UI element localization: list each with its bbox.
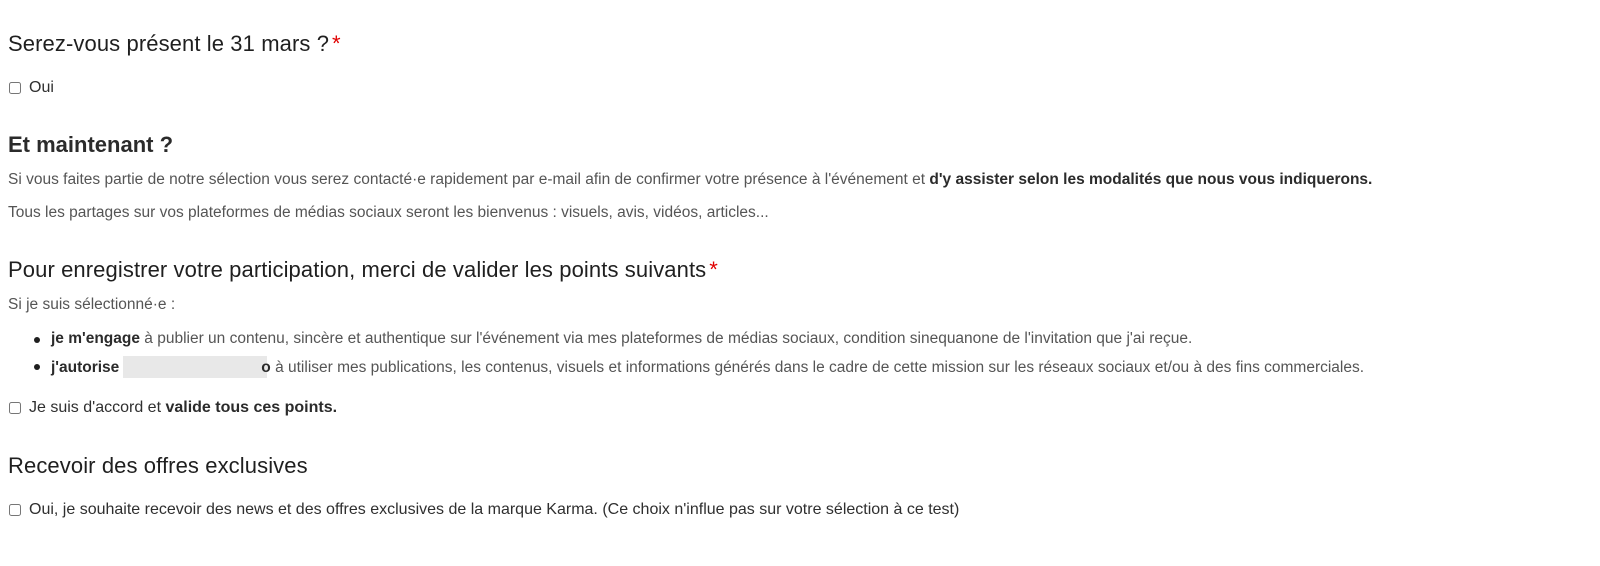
required-asterisk: *: [709, 257, 718, 282]
question-presence: [8, 30, 1592, 58]
agreement-points-list: [8, 329, 1592, 378]
info-line2: [8, 203, 1592, 223]
bullet-icon: [34, 337, 40, 343]
question-offers-title: Recevoir des offres exclusives: [8, 453, 308, 478]
bullet-icon: [34, 364, 40, 370]
agreement-points: [8, 329, 1592, 385]
list-item: [32, 356, 1592, 378]
agree-checkbox[interactable]: [9, 402, 21, 414]
agree-option-row[interactable]: [8, 398, 1592, 418]
presence-yes-text: Oui: [29, 79, 54, 96]
point-2-redacted-tail: o: [261, 359, 271, 376]
question-agreement-text: Pour enregistrer votre participation, merci de valider les points suivants: [8, 257, 707, 282]
offers-label[interactable]: [8, 500, 1592, 520]
offers-option-row[interactable]: [8, 500, 1592, 520]
agree-bold: valide tous ces points.: [165, 399, 338, 416]
offers-checkbox[interactable]: [9, 504, 21, 516]
question-agreement: [8, 256, 1592, 284]
presence-yes-checkbox[interactable]: [9, 82, 21, 94]
question-presence-title: [8, 30, 1592, 58]
info-line1: [8, 170, 1592, 190]
agreement-intro: [8, 295, 1592, 315]
agree-label[interactable]: [8, 398, 1592, 418]
offers-text: Oui, je souhaite recevoir des news et des offres exclusives de la marque Karma. (Ce choix n'influe pas sur votre sélection à ce test): [29, 501, 960, 518]
question-agreement-title: [8, 256, 1592, 284]
point-1-bold: je m'engage: [51, 330, 140, 347]
required-asterisk: *: [332, 31, 341, 56]
info-paragraph-1: [8, 170, 1592, 190]
redacted-brand-name: [123, 356, 267, 378]
point-2-text: à utiliser mes publications, les contenus, visuels et informations générés dans le cadre de cette mission sur les réseaux sociaux et/ou à des fins commerciales.: [270, 359, 1365, 376]
point-2-bold: j'autorise: [51, 359, 120, 376]
agreement-intro-text: Si je suis sélectionné·e :: [8, 296, 176, 313]
presence-yes-label[interactable]: [8, 78, 1592, 98]
presence-option-row[interactable]: [8, 78, 1592, 98]
info-line1-bold: d'y assister selon les modalités que nous vous indiquerons.: [929, 171, 1373, 188]
agree-text: Je suis d'accord et: [29, 399, 166, 416]
info-paragraph-2: Tous les partages sur vos plateformes de médias sociaux seront les bienvenus : visuels, avis, vidéos, articles...: [8, 204, 769, 221]
question-offers: [8, 452, 1592, 480]
info-section: [8, 131, 1592, 159]
list-item: [32, 329, 1592, 349]
point-1-text: à publier un contenu, sincère et authentique sur l'événement via mes plateformes de médias sociaux, condition sinequanone de l'invitation que j'ai reçue.: [139, 330, 1193, 347]
question-presence-text: Serez-vous présent le 31 mars ?: [8, 31, 330, 56]
info-line1-text: Si vous faites partie de notre sélection vous serez contacté·e rapidement par e-mail afin de confirmer votre présence à l'événement et: [8, 171, 930, 188]
info-title: Et maintenant ?: [8, 132, 174, 157]
